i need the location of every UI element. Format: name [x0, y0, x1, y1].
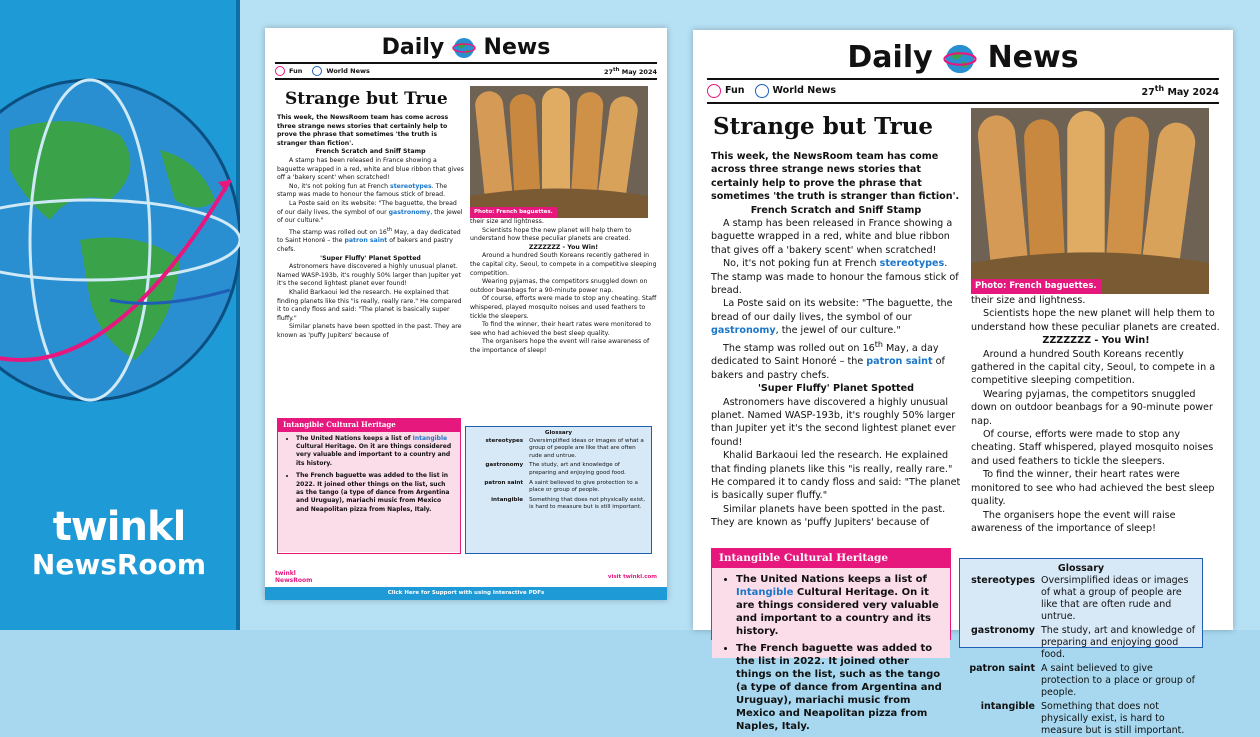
glossary-box [959, 558, 1203, 736]
glossary-row: stereotypes Oversimplified ideas or images of what a group of people are like that are often rude and untrue. [485, 437, 644, 459]
heritage-item: • The United Nations keeps a list of Intangible Cultural Heritage. On it are things considered very valuable and important to a country and its history. [736, 573, 943, 638]
paragraph: Khalid Barkaoui led the research. He explained that finding planets like this "is really, really rare." He compared it to candy floss and said: "The planet is basically super fluffy." [711, 450, 961, 502]
paragraph: their size and lightness. [971, 295, 1086, 306]
glossary-row: intangible Something that does not physically exist, is hard to measure but is still important. [980, 701, 1185, 736]
paragraph: Astronomers have discovered a highly unusual planet. Named WASP-193b, it's roughly 50% larger than Jupiter yet it's the second lightest planet ever found! [711, 396, 956, 448]
tag-world-news: World News [312, 66, 369, 76]
world-icon [312, 66, 322, 76]
twinkl-wordmark: twinkl [52, 504, 186, 550]
paragraph: The stamp was rolled out on 16th May, a day dedicated to Saint Honoré – the patron saint of bakers and pastry chefs. [711, 339, 945, 381]
headline: Strange but True [285, 89, 448, 109]
masthead-news: News [987, 40, 1079, 75]
paragraph: La Poste said on its website: "The baguette, the bread of our daily lives, the symbol of our gastronomy, the jewel of our culture." [277, 199, 463, 225]
glossary-row: stereotypes Oversimplified ideas or images of what a group of people are like that are often rude and untrue. [971, 575, 1189, 622]
fun-icon [707, 84, 721, 98]
subheading: 'Super Fluffy' Planet Spotted [757, 383, 915, 395]
heritage-body [278, 432, 460, 552]
paragraph: Scientists hope the new planet will help them to understand how these peculiar planets are created. [971, 308, 1220, 333]
heritage-title: Intangible Cultural Heritage [278, 419, 460, 432]
mini-logo: twinkl NewsRoom [275, 570, 313, 584]
glossary-link[interactable]: stereotypes [390, 182, 432, 190]
paragraph: Wearing pyjamas, the competitors snuggled down on outdoor beanbags for a 90-minute power nap. [971, 388, 1213, 427]
paragraph: To find the winner, their heart rates were monitored to see who had achieved the best sleep quality. [971, 469, 1215, 508]
tag-fun: Fun [275, 66, 302, 76]
twinkl-newsroom-logo [24, 505, 214, 581]
masthead [693, 30, 1233, 78]
masthead [265, 28, 667, 62]
newsroom-wordmark: NewsRoom [31, 548, 207, 581]
paragraph: Astronomers have discovered a highly unusual planet. Named WASP-193b, it's roughly 50% larger than Jupiter yet it's the second lightest planet ever found! [277, 263, 461, 288]
masthead-daily: Daily [847, 40, 933, 75]
subheading: French Scratch and Sniff Stamp [315, 148, 426, 156]
glossary-row: intangible Something that does not physically exist, is hard to measure but is still important. [491, 496, 645, 511]
baguette-illustration [971, 108, 1209, 294]
info-bar [275, 62, 657, 80]
masthead-news: News [483, 35, 551, 60]
glossary-row: patron saint A saint believed to give protection to a place or group of people. [484, 479, 638, 494]
glossary-box [465, 426, 652, 554]
column-left [711, 108, 961, 535]
world-icon [755, 84, 769, 98]
subheading: ZZZZZZZ - You Win! [1042, 335, 1150, 347]
paragraph: No, it's not poking fun at French stereotypes. The stamp was made to honour the famous stick of bread. [277, 182, 448, 199]
intro-paragraph: This week, the NewsRoom team has come across three strange news stories that certainly help to prove the phrase that sometimes 'the truth is stranger than fiction'. [711, 151, 960, 203]
column-left [277, 86, 464, 356]
footer-row [275, 570, 657, 584]
paragraph: Wearing pyjamas, the competitors snuggled down on outdoor beanbags for a 90-minute power nap. [470, 278, 648, 294]
newspaper-page-large [693, 30, 1233, 736]
issue-date: 27th May 2024 [1141, 84, 1219, 99]
visit-link[interactable]: visit twinkl.com [607, 573, 657, 580]
glossary-link[interactable]: gastronomy [388, 208, 431, 216]
column-right [971, 108, 1221, 535]
fun-icon [275, 66, 285, 76]
glossary-title: Glossary [544, 430, 573, 436]
subheading: ZZZZZZZ - You Win! [528, 243, 599, 251]
glossary-link[interactable]: Intangible [412, 434, 448, 442]
info-bar [707, 78, 1219, 104]
issue-date: 27th May 2024 [604, 66, 657, 76]
subheading: French Scratch and Sniff Stamp [750, 204, 922, 216]
baguette-photo [971, 108, 1209, 294]
paragraph: Khalid Barkaoui led the research. He explained that finding planets like this "is really, really rare." He compared it to candy floss and said: "The planet is basically super fluffy." [277, 288, 462, 322]
newspaper-page-thumbnail [265, 28, 667, 600]
paragraph: La Poste said on its website: "The baguette, the bread of our daily lives, the symbol of our gastronomy, the jewel of our culture." [711, 298, 953, 337]
heritage-item: • The French baguette was added to the list in 2022. It joined other things on the list, such as the tango (a type of dance from Argentina and Uruguay), mariachi music from Mexico and Neapolitan pizza from Naples, Italy. [296, 472, 455, 514]
tag-world-news: World News [755, 84, 837, 98]
subheading: 'Super Fluffy' Planet Spotted [320, 254, 421, 262]
paragraph: The organisers hope the event will raise awareness of the importance of sleep! [971, 509, 1176, 534]
photo-caption: Photo: French baguettes. [971, 279, 1101, 294]
support-footer-link[interactable]: Click Here for Support with using Interactive PDFs [265, 587, 667, 600]
photo-caption: Photo: French baguettes. [470, 207, 557, 218]
paragraph: Similar planets have been spotted in the past. They are known as 'puffy Jupiters' because of [277, 323, 462, 339]
globe-illustration [0, 40, 260, 460]
paragraph: their size and lightness. [470, 218, 544, 225]
heritage-item: • The United Nations keeps a list of Intangible Cultural Heritage. On it are things considered very valuable and important to a country and its history. [296, 435, 455, 469]
paragraph: Similar planets have been spotted in the past. They are known as 'puffy Jupiters' because of [711, 503, 946, 529]
paragraph: No, it's not poking fun at French stereotypes. The stamp was made to honour the famous stick of bread. [711, 258, 959, 297]
heritage-title: Intangible Cultural Heritage [712, 549, 950, 568]
masthead-globe-icon [943, 42, 977, 76]
heritage-body [712, 568, 950, 733]
glossary-link[interactable]: patron saint [866, 356, 933, 368]
intro-paragraph: This week, the NewsRoom team has come across three strange news stories that certainly help to prove the phrase that sometimes 'the truth is stranger than fiction'. [277, 114, 449, 147]
paragraph: To find the winner, their heart rates were monitored to see who had achieved the best sleep quality. [470, 321, 651, 337]
masthead-daily: Daily [381, 35, 445, 60]
paragraph: Of course, efforts were made to stop any cheating. Staff whispered, played mosquito noises and used feathers to tickle the sleepers. [470, 295, 657, 320]
paragraph: A stamp has been released in France showing a baguette wrapped in a red, white and blue ribbon that gives off a 'bakery scent' when scratched! [277, 156, 464, 182]
paragraph: Around a hundred South Koreans recently gathered in the capital city, Seoul, to compete in a competitive sleeping competition. [470, 252, 657, 277]
paragraph: The stamp was rolled out on 16th May, a day dedicated to Saint Honoré – the patron saint of bakers and pastry chefs. [277, 226, 461, 253]
paragraph: Of course, efforts were made to stop any cheating. Staff whispered, played mosquito noises and used feathers to tickle the sleepers. [971, 429, 1214, 467]
paragraph: Scientists hope the new planet will help them to understand how these peculiar planets are created. [470, 226, 632, 243]
heritage-box [711, 548, 951, 733]
baguette-photo [470, 86, 648, 218]
glossary-row: gastronomy The study, art and knowledge of preparing and enjoying good food. [485, 462, 626, 476]
glossary-link[interactable]: Intangible [736, 587, 794, 599]
glossary-link[interactable]: stereotypes [879, 258, 945, 270]
masthead-globe-icon [452, 36, 476, 60]
heritage-box [277, 418, 461, 554]
glossary-link[interactable]: gastronomy [711, 325, 776, 337]
baguette-illustration [470, 86, 648, 218]
column-right [470, 86, 657, 356]
glossary-title: Glossary [1057, 563, 1105, 574]
headline: Strange but True [713, 113, 934, 140]
glossary-row: gastronomy The study, art and knowledge of preparing and enjoying good food. [971, 625, 1196, 660]
glossary-link[interactable]: patron saint [344, 237, 388, 245]
heritage-item: • The French baguette was added to the list in 2022. It joined other things on the list, such as the tango (a type of dance from Argentina and Uruguay), mariachi music from Mexico and Neapolitan pizza from Naples, Italy. [736, 642, 943, 733]
brand-panel [0, 0, 240, 630]
paragraph: A stamp has been released in France showing a baguette wrapped in a red, white and blue ribbon that gives off a 'bakery scent' when scratched! [711, 218, 953, 256]
paragraph: Around a hundred South Koreans recently gathered in the capital city, Seoul, to compete in a competitive sleeping competition. [971, 348, 1216, 387]
tag-fun: Fun [707, 84, 745, 98]
paragraph: The organisers hope the event will raise awareness of the importance of sleep! [470, 338, 650, 354]
glossary-row: patron saint A saint believed to give protection to a place or group of people. [969, 663, 1196, 698]
